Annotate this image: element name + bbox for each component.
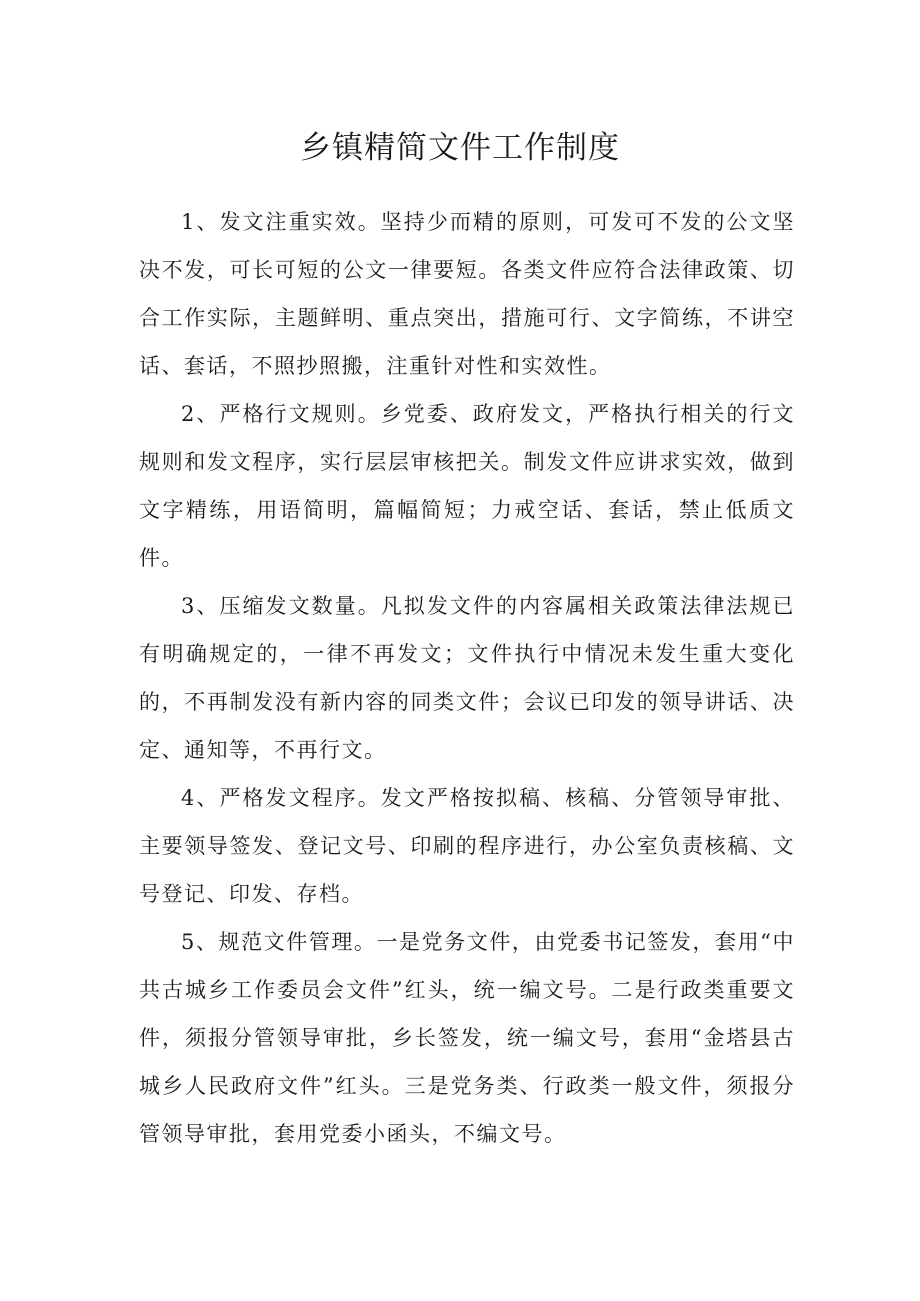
paragraph-2: 2、严格行文规则。乡党委、政府发文，严格执行相关的行文规则和发文程序，实行层层审核把关。制发文件应讲求实效，做到文字精练，用语简明，篇幅简短；力戒空话、套话，禁止低质文件。 bbox=[139, 402, 795, 570]
paragraph-3: 3、压缩发文数量。凡拟发文件的内容属相关政策法律法规已有明确规定的，一律不再发文；文件执行中情况未发生重大变化的，不再制发没有新内容的同类文件；会议已印发的领导讲话、决定、通知等，不再行文。 bbox=[139, 594, 795, 762]
document-title: 乡镇精简文件工作制度 bbox=[300, 130, 620, 166]
paragraph-5: 5、规范文件管理。一是党务文件，由党委书记签发，套用“中共古城乡工作委员会文件”红头，统一编文号。二是行政类重要文件，须报分管领导审批，乡长签发，统一编文号，套用“金塔县古城乡人民政府文件”红头。三是党务类、行政类一般文件，须报分管领导审批，套用党委小函头，不编文号。 bbox=[139, 930, 795, 1146]
paragraph-1: 1、发文注重实效。坚持少而精的原则，可发可不发的公文坚决不发，可长可短的公文一律要短。各类文件应符合法律政策、切合工作实际，主题鲜明、重点突出，措施可行、文字简练，不讲空话、套话，不照抄照搬，注重针对性和实效性。 bbox=[139, 210, 795, 378]
paragraph-4: 4、严格发文程序。发文严格按拟稿、核稿、分管领导审批、主要领导签发、登记文号、印刷的程序进行，办公室负责核稿、文号登记、印发、存档。 bbox=[139, 786, 795, 906]
document-body bbox=[139, 198, 795, 1158]
